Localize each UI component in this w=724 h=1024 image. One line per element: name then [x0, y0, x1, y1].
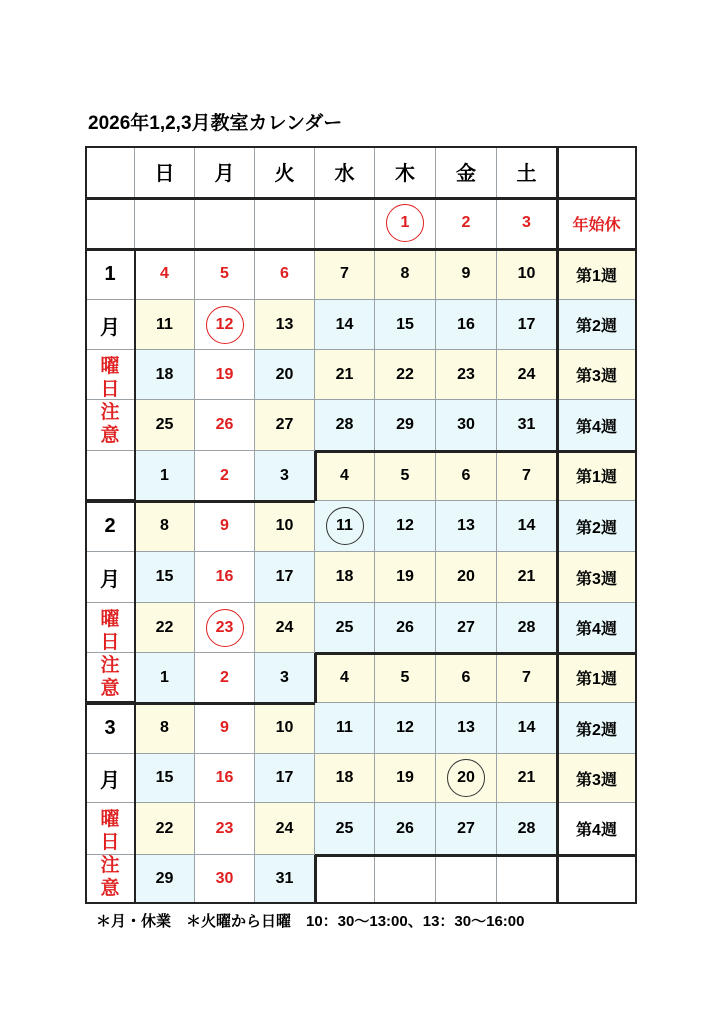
date-number: 14 [517, 517, 536, 534]
date-number: 5 [400, 466, 410, 484]
date-number: 11 [326, 507, 364, 545]
date-number: 17 [517, 315, 536, 333]
note-char: 日 [100, 379, 120, 400]
note-char: 意 [100, 678, 120, 699]
date-cell [135, 653, 195, 703]
date-number: 16 [215, 568, 234, 585]
weekday-label: 火 [274, 163, 295, 185]
date-number: 1 [386, 204, 424, 242]
date-cell [497, 198, 557, 249]
date-cell [195, 400, 255, 451]
date-number: 14 [517, 719, 536, 736]
date-cell [497, 703, 557, 754]
note-char: 曜 [100, 809, 120, 830]
weekday-header [375, 146, 436, 198]
date-cell [195, 855, 255, 904]
date-number: 31 [275, 870, 294, 887]
weekday-label: 土 [516, 163, 537, 185]
date-cell [195, 653, 255, 703]
date-number: 21 [517, 769, 536, 786]
date-cell [375, 603, 436, 653]
date-cell [436, 703, 497, 754]
date-number: 1 [160, 668, 169, 686]
date-number: 13 [457, 517, 475, 534]
date-cell [497, 451, 557, 501]
date-number: 23 [457, 365, 475, 383]
week-label-cell [557, 754, 637, 803]
date-number: 20 [457, 568, 475, 585]
date-cell [135, 400, 195, 451]
date-cell [436, 300, 497, 350]
date-number: 3 [522, 214, 531, 231]
date-cell [255, 501, 315, 552]
date-cell [195, 754, 255, 803]
date-number: 7 [522, 466, 531, 484]
date-number: 13 [457, 719, 475, 736]
week-label-cell [557, 703, 637, 754]
date-number: 2 [461, 214, 471, 231]
date-cell [135, 703, 195, 754]
date-cell [497, 803, 557, 855]
holiday-label: 年始休 [572, 216, 621, 234]
date-number: 13 [275, 315, 294, 333]
date-number: 24 [275, 819, 294, 837]
date-number: 19 [215, 365, 234, 383]
date-cell [497, 855, 557, 904]
date-number: 20 [275, 365, 294, 383]
date-number: 10 [275, 517, 294, 534]
week-label-cell [557, 350, 637, 400]
date-cell [436, 653, 497, 703]
weekday-label: 水 [334, 163, 355, 185]
date-cell [315, 855, 375, 904]
date-number: 23 [206, 609, 244, 647]
date-cell [195, 703, 255, 754]
weekday-header [436, 146, 497, 198]
date-cell [436, 400, 497, 451]
date-cell [436, 198, 497, 249]
date-number: 2 [220, 668, 229, 686]
week-label-cell [557, 552, 637, 603]
date-cell [436, 603, 497, 653]
weekday-label: 日 [154, 163, 175, 185]
week-label: 第2週 [576, 519, 617, 537]
date-number: 20 [447, 759, 485, 797]
date-cell [195, 451, 255, 501]
week-label-cell [557, 198, 637, 249]
note-char: 日 [100, 832, 120, 853]
weekday-caution-note [85, 352, 135, 450]
week-label: 第2週 [576, 721, 617, 739]
date-cell [315, 350, 375, 400]
date-cell [195, 552, 255, 603]
date-number: 29 [155, 870, 174, 887]
corner-cell [85, 146, 135, 198]
date-number: 3 [280, 466, 289, 484]
date-number: 10 [517, 265, 536, 282]
date-number: 18 [335, 568, 354, 585]
month-side-cell [85, 451, 135, 501]
week-label: 第4週 [576, 418, 617, 436]
date-cell [375, 552, 436, 603]
date-cell [375, 653, 436, 703]
date-cell [315, 198, 375, 249]
month-kanji: 月 [100, 316, 120, 339]
date-number: 27 [457, 618, 475, 636]
weekday-header [135, 146, 195, 198]
date-cell [436, 855, 497, 904]
date-cell [255, 552, 315, 603]
date-number: 27 [275, 416, 294, 433]
date-number: 18 [335, 769, 354, 786]
date-number: 10 [275, 719, 294, 736]
date-cell [436, 501, 497, 552]
date-cell [135, 803, 195, 855]
date-number: 27 [457, 819, 475, 837]
date-cell [255, 350, 315, 400]
date-cell [255, 451, 315, 501]
date-number: 25 [335, 618, 354, 636]
date-number: 23 [215, 819, 234, 837]
date-cell [497, 501, 557, 552]
week-label-cell [557, 603, 637, 653]
date-number: 31 [517, 416, 536, 433]
date-number: 28 [517, 618, 536, 636]
date-cell [375, 855, 436, 904]
date-cell [497, 754, 557, 803]
date-number: 19 [396, 769, 414, 786]
date-cell [436, 552, 497, 603]
date-number: 28 [517, 819, 536, 837]
date-number: 5 [220, 265, 229, 282]
weekday-header [497, 146, 557, 198]
date-cell [497, 653, 557, 703]
date-number: 30 [457, 416, 475, 433]
week-label-cell [557, 451, 637, 501]
note-char: 注 [100, 655, 120, 676]
date-cell [497, 249, 557, 300]
date-cell [375, 754, 436, 803]
date-cell [436, 249, 497, 300]
date-number: 15 [155, 769, 174, 786]
week-label-cell [557, 501, 637, 552]
month-kanji: 月 [100, 770, 120, 792]
date-cell [315, 249, 375, 300]
weekday-label: 木 [395, 163, 415, 185]
date-number: 29 [396, 416, 414, 433]
date-number: 7 [340, 265, 349, 282]
date-cell [315, 653, 375, 703]
date-cell [375, 350, 436, 400]
week-label-cell [557, 803, 637, 855]
date-cell [195, 603, 255, 653]
week-label: 第1週 [576, 469, 617, 486]
date-number: 15 [155, 568, 174, 585]
date-number: 28 [335, 416, 354, 433]
date-number: 22 [396, 365, 414, 383]
date-cell [315, 400, 375, 451]
date-number: 8 [160, 517, 169, 534]
date-number: 26 [396, 819, 414, 837]
date-number: 17 [275, 769, 294, 786]
date-number: 19 [396, 568, 414, 585]
weekday-caution-note [85, 805, 135, 903]
date-number: 15 [396, 315, 414, 333]
weekday-header [255, 146, 315, 198]
week-label: 第3週 [576, 570, 617, 588]
date-cell [375, 198, 436, 249]
date-number: 26 [215, 416, 234, 433]
note-char: 意 [100, 425, 120, 446]
date-cell [315, 552, 375, 603]
date-number: 7 [522, 668, 531, 686]
weekday-header [315, 146, 375, 198]
week-label-cell [557, 855, 637, 904]
date-cell [195, 198, 255, 249]
weekday-caution-note [85, 605, 135, 703]
date-cell [315, 300, 375, 350]
newyear-month-cell [85, 198, 135, 249]
date-number: 5 [400, 668, 410, 686]
date-cell [135, 501, 195, 552]
date-cell [255, 855, 315, 904]
date-number: 1 [160, 466, 169, 484]
date-cell [135, 300, 195, 350]
date-cell [315, 451, 375, 501]
date-cell [375, 249, 436, 300]
date-number: 4 [340, 466, 349, 484]
date-cell [315, 501, 375, 552]
date-cell [375, 451, 436, 501]
date-cell [497, 400, 557, 451]
date-number: 17 [275, 568, 294, 585]
date-number: 8 [160, 719, 169, 736]
date-number: 9 [461, 265, 471, 282]
date-cell [436, 754, 497, 803]
date-cell [315, 603, 375, 653]
date-number: 11 [336, 719, 353, 736]
date-cell [135, 754, 195, 803]
date-number: 12 [396, 719, 414, 736]
date-number: 26 [396, 618, 414, 636]
date-cell [255, 198, 315, 249]
date-cell [497, 552, 557, 603]
date-number: 22 [155, 819, 174, 837]
calendar-table [85, 146, 637, 904]
week-label-cell [557, 249, 637, 300]
date-number: 9 [220, 517, 229, 534]
date-cell [375, 703, 436, 754]
date-cell [255, 249, 315, 300]
date-cell [315, 703, 375, 754]
month-kanji: 月 [100, 569, 120, 591]
date-cell [195, 803, 255, 855]
date-number: 24 [517, 365, 536, 383]
week-label: 第4週 [576, 621, 617, 638]
page-title: 2026年1,2,3月教室カレンダー [88, 113, 343, 134]
date-number: 25 [335, 819, 354, 837]
date-number: 16 [457, 315, 475, 333]
note-char: 注 [100, 855, 120, 876]
date-cell [255, 300, 315, 350]
date-number: 2 [220, 466, 229, 484]
date-cell [195, 300, 255, 350]
date-number: 11 [156, 315, 173, 333]
date-cell [135, 249, 195, 300]
date-number: 4 [160, 265, 169, 282]
date-number: 30 [215, 870, 234, 887]
date-number: 18 [155, 365, 174, 383]
date-cell [195, 350, 255, 400]
date-cell [375, 803, 436, 855]
date-cell [135, 198, 195, 249]
week-label: 第2週 [576, 318, 617, 335]
week-label-cell [557, 653, 637, 703]
date-cell [497, 300, 557, 350]
date-number: 24 [275, 618, 294, 636]
date-cell [255, 653, 315, 703]
date-cell [375, 501, 436, 552]
date-number: 25 [155, 416, 174, 433]
week-label: 第1週 [576, 267, 617, 285]
date-cell [255, 603, 315, 653]
date-number: 4 [340, 668, 349, 686]
date-number: 3 [280, 668, 289, 686]
date-cell [255, 803, 315, 855]
date-number: 12 [206, 306, 244, 344]
note-char: 意 [100, 878, 120, 899]
note-char: 日 [100, 632, 120, 653]
weekday-header [195, 146, 255, 198]
date-number: 22 [155, 618, 174, 636]
date-number: 8 [400, 265, 410, 282]
date-cell [135, 451, 195, 501]
date-cell [497, 603, 557, 653]
date-cell [135, 350, 195, 400]
date-number: 16 [215, 769, 234, 786]
date-cell [255, 703, 315, 754]
date-cell [195, 501, 255, 552]
weekday-label: 月 [214, 163, 235, 185]
note-char: 注 [100, 402, 120, 423]
date-number: 21 [335, 365, 354, 383]
date-number: 6 [280, 265, 289, 282]
note-char: 曜 [100, 609, 120, 630]
date-cell [315, 803, 375, 855]
date-number: 6 [461, 466, 471, 484]
date-cell [436, 451, 497, 501]
month-number: 3 [104, 717, 116, 739]
date-cell [436, 803, 497, 855]
date-cell [135, 552, 195, 603]
week-label: 第3週 [576, 771, 617, 789]
date-cell [255, 400, 315, 451]
date-cell [436, 350, 497, 400]
date-cell [375, 300, 436, 350]
month-number: 1 [104, 263, 116, 285]
date-cell [315, 754, 375, 803]
footnote: ＊月・休業 ＊火曜から日曜 10：30～13:00、13：30～16:00 [96, 913, 525, 930]
date-number: 6 [461, 668, 471, 686]
date-number: 12 [396, 517, 414, 534]
week-header-cell [557, 146, 637, 198]
note-char: 曜 [100, 356, 120, 377]
date-number: 14 [335, 315, 354, 333]
date-cell [497, 350, 557, 400]
week-label-cell [557, 400, 637, 451]
week-label: 第4週 [576, 822, 617, 839]
week-label-cell [557, 300, 637, 350]
date-cell [375, 400, 436, 451]
date-cell [195, 249, 255, 300]
date-cell [135, 603, 195, 653]
week-label: 第1週 [576, 671, 617, 688]
week-label: 第3週 [576, 368, 617, 385]
date-number: 21 [517, 568, 536, 585]
date-number: 9 [220, 719, 229, 736]
month-number: 2 [104, 515, 116, 537]
weekday-label: 金 [456, 163, 476, 185]
date-cell [135, 855, 195, 904]
date-cell [255, 754, 315, 803]
